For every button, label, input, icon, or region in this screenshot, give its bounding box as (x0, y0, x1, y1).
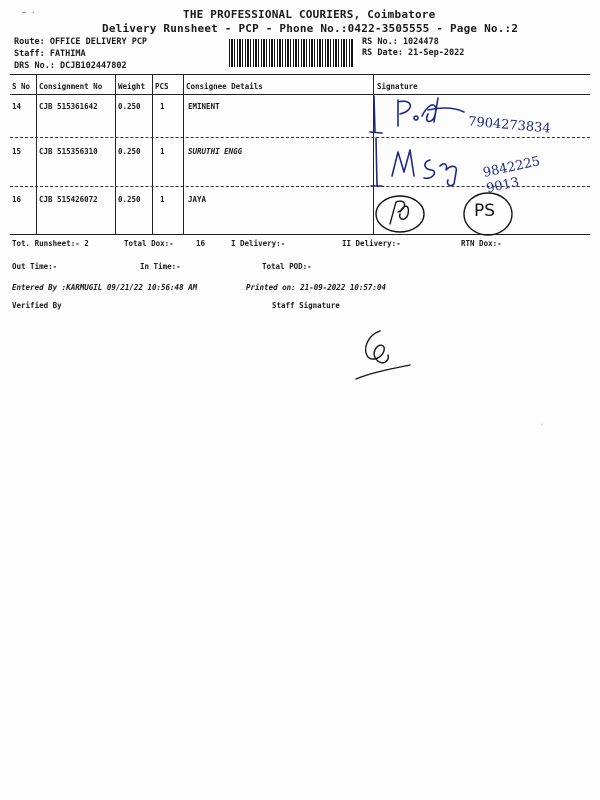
signature-row-14-phone: 7904273834 (467, 114, 552, 137)
col-header-pcs: PCS (155, 82, 169, 91)
total-dox-label: Total Dox:- (124, 239, 174, 248)
route-label: Route: OFFICE DELIVERY PCP (14, 37, 148, 47)
entered-by: Entered By :KARMUGIL 09/21/22 10:56:48 AM (12, 283, 198, 292)
row-16-weight: 0.250 (118, 195, 141, 204)
total-pod: Total POD:- (262, 262, 312, 271)
col-divider (152, 74, 153, 234)
staff-signature (350, 325, 430, 385)
col-divider (36, 74, 37, 234)
tot-runsheet: Tot. Runsheet:- 2 (12, 239, 89, 248)
corner-mark: · (540, 420, 545, 429)
row-14-sno: 14 (12, 102, 22, 111)
out-time: Out Time:- (12, 262, 58, 271)
row-15-consignment: CJB 515356310 (39, 147, 98, 156)
row-15-consignee: SURUTHI ENGG (188, 147, 243, 156)
runsheet-subtitle: Delivery Runsheet - PCP - Phone No.:0422-3505555 - Page No.:2 (102, 22, 519, 35)
in-time: In Time:- (140, 262, 181, 271)
col-header-weight: Weight (118, 82, 146, 91)
i-delivery: I Delivery:- (231, 239, 286, 248)
rs-date: RS Date: 21-Sep-2022 (362, 48, 465, 58)
rs-number: RS No.: 1024478 (362, 37, 439, 47)
col-divider (183, 74, 184, 234)
col-divider (115, 74, 116, 234)
col-header-signature: Signature (377, 82, 418, 91)
row-16-pcs: 1 (160, 195, 165, 204)
row-15-pcs: 1 (160, 147, 165, 156)
row-16-consignee: JAYA (188, 195, 207, 204)
col-header-consignment: Consignment No (39, 82, 103, 91)
row-16-sno: 16 (12, 195, 22, 204)
ii-delivery: II Delivery:- (342, 239, 401, 248)
row-14-weight: 0.250 (118, 102, 141, 111)
row-14-consignment: CJB 515361642 (39, 102, 98, 111)
printed-on: Printed on: 21-09-2022 10:57:04 (246, 283, 386, 292)
row-15-weight: 0.250 (118, 147, 141, 156)
verified-by: Verified By (12, 301, 62, 310)
table-top-border (10, 74, 590, 75)
col-header-consignee: Consignee Details (186, 82, 263, 91)
col-header-sno: S No (12, 82, 31, 91)
staff-label: Staff: FATHIMA (14, 49, 86, 59)
signature-row-15-phone: 9842225 9013 (481, 154, 542, 197)
total-dox-value: 16 (196, 239, 206, 248)
row-16-consignment: CJB 515426072 (39, 195, 98, 204)
row-14-pcs: 1 (160, 102, 165, 111)
barcode (229, 39, 353, 67)
drs-number: DRS No.: DCJB102447802 (14, 61, 127, 71)
staff-signature-label: Staff Signature (272, 301, 340, 310)
row-14-consignee: EMINENT (188, 102, 220, 111)
row-15-sno: 15 (12, 147, 22, 156)
company-title: THE PROFESSIONAL COURIERS, Coimbatore (183, 8, 436, 21)
rtn-dox: RTN Dox:- (461, 239, 502, 248)
stamp-ps-text: PS (474, 201, 496, 221)
scan-mark: ~ · (22, 8, 36, 17)
stamp-scribble (372, 190, 432, 238)
